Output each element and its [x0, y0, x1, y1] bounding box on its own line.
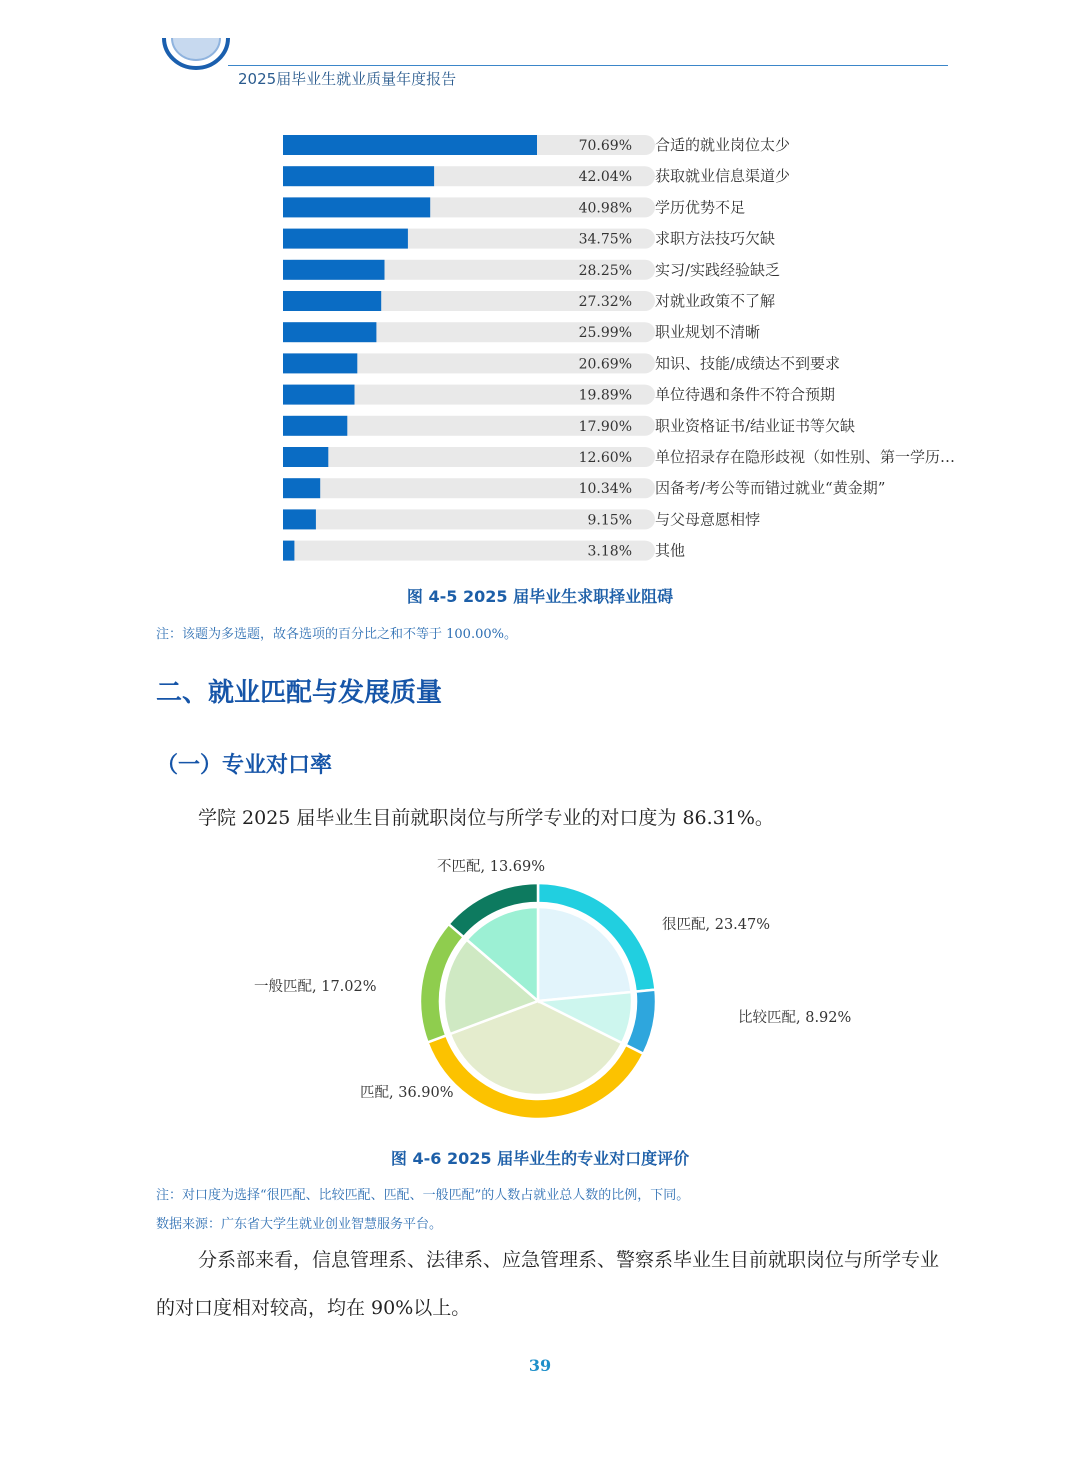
bar-category-label: 实习/实践经验缺乏 — [655, 260, 781, 279]
closing-paragraph: 分系部来看，信息管理系、法律系、应急管理系、警察系毕业生目前就职岗位与所学专业的对口度相对较高，均在 90%以上。 — [156, 1249, 940, 1319]
bar — [283, 229, 408, 249]
report-logo-icon — [160, 34, 232, 98]
bar-category-label: 与父母意愿相悖 — [655, 510, 761, 529]
bar-value-label: 19.89% — [578, 387, 632, 404]
bar — [283, 509, 316, 529]
bar-value-label: 9.15% — [587, 512, 632, 529]
bar — [283, 478, 320, 498]
bar-value-label: 42.04% — [578, 169, 632, 186]
pie-slice-label: 比较匹配, 8.92% — [738, 1010, 852, 1026]
bar-value-label: 17.90% — [578, 418, 632, 435]
figure-4-6-note: 注：对口度为选择“很匹配、比较匹配、匹配、一般匹配”的人数占就业总人数的比例，下同。 — [156, 1188, 690, 1203]
bar-category-label: 获取就业信息渠道少 — [655, 167, 791, 186]
bar-value-label: 20.69% — [578, 356, 632, 373]
pie-slice-label: 一般匹配, 17.02% — [254, 979, 377, 995]
bar-category-label: 职业规划不清晰 — [655, 323, 761, 342]
bar-category-label: 求职方法技巧欠缺 — [655, 229, 776, 248]
bar-value-label: 28.25% — [578, 262, 632, 279]
bar — [283, 197, 430, 217]
bar — [283, 353, 357, 373]
bar-value-label: 40.98% — [578, 200, 632, 217]
bar-category-label: 知识、技能/成绩达不到要求 — [655, 354, 841, 373]
bar — [283, 385, 355, 405]
subsection-heading: （一）专业对口率 — [156, 753, 333, 778]
bar-value-label: 12.60% — [578, 450, 632, 466]
bar — [283, 135, 537, 155]
bar-value-label: 25.99% — [578, 325, 632, 342]
bar — [283, 291, 381, 311]
bar-value-label: 3.18% — [587, 543, 632, 560]
job-search-obstacles-bar-chart — [270, 128, 1010, 568]
bar-value-label: 34.75% — [578, 231, 632, 248]
figure-4-5-caption: 图 4-5 2025 届毕业生求职择业阻碍 — [406, 587, 674, 606]
bar-category-label: 对就业政策不了解 — [655, 292, 776, 310]
pie-slice-label: 不匹配, 13.69% — [437, 859, 546, 875]
bar-category-label: 合适的就业岗位太少 — [655, 136, 791, 154]
bar — [283, 447, 328, 467]
bar-category-label: 单位待遇和条件不符合预期 — [655, 385, 836, 404]
pie-slice-label: 很匹配, 23.47% — [662, 917, 771, 933]
intro-paragraph: 学院 2025 届毕业生目前就职岗位与所学专业的对口度为 86.31%。 — [198, 807, 774, 829]
figure-4-6-source: 数据来源：广东省大学生就业创业智慧服务平台。 — [156, 1217, 443, 1232]
bar-category-label: 学历优势不足 — [655, 198, 746, 217]
bar-category-label: 职业资格证书/结业证书等欠缺 — [655, 416, 856, 435]
bar-category-label: 其他 — [655, 541, 686, 560]
figure-4-5-note: 注：该题为多选题，故各选项的百分比之和不等于 100.00%。 — [156, 627, 517, 642]
bar — [283, 541, 294, 561]
bar-category-label: 单位招录存在隐形歧视（如性别、第一学历… — [655, 448, 956, 466]
bar — [283, 166, 434, 186]
bar-value-label: 70.69% — [578, 138, 632, 154]
header-rule — [228, 65, 948, 66]
bar-value-label: 27.32% — [578, 294, 632, 310]
pie-slice-label: 匹配, 36.90% — [360, 1085, 454, 1101]
bar — [283, 260, 385, 280]
section-heading: 二、就业匹配与发展质量 — [156, 678, 443, 708]
bar-value-label: 10.34% — [578, 481, 632, 498]
page-number: 39 — [528, 1356, 552, 1375]
bar-category-label: 因备考/考公等而错过就业“黄金期” — [655, 479, 886, 498]
bar — [283, 322, 376, 342]
major-match-pie-chart — [240, 850, 860, 1135]
figure-4-6-caption: 图 4-6 2025 届毕业生的专业对口度评价 — [390, 1149, 690, 1168]
report-title: 2025届毕业生就业质量年度报告 — [238, 70, 457, 88]
bar — [283, 416, 347, 436]
